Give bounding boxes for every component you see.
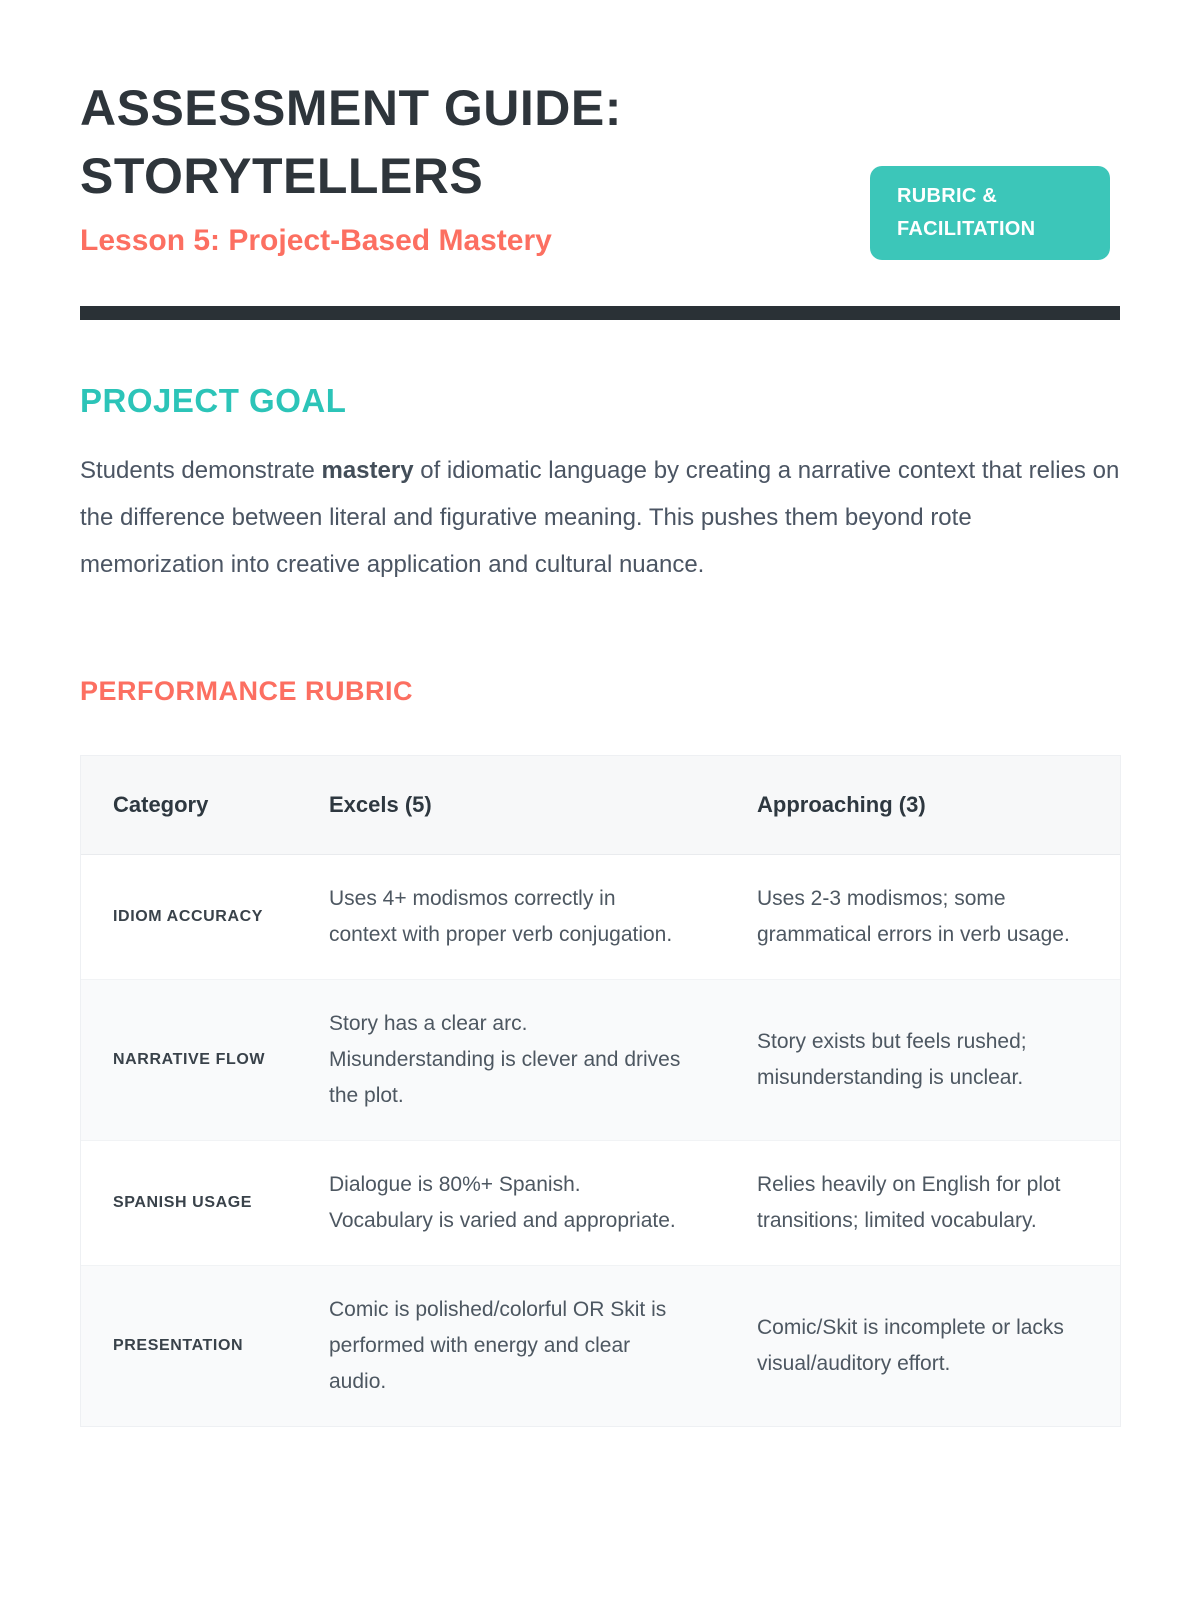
column-header-excels: Excels (5) xyxy=(329,792,432,817)
rubric-row-presentation xyxy=(81,1266,1120,1426)
project-goal-section xyxy=(80,382,1120,588)
rubric-table-header-row xyxy=(81,756,1120,855)
goal-text-after: of idiomatic language by creating a narrative context that relies on the difference between literal and figurative meaning. This pushes them beyond rote memorization into creative application and cultural nuance. xyxy=(80,457,1120,578)
rubric-facilitation-badge xyxy=(870,166,1110,260)
approaching-cell: Story exists but feels rushed; misunderstanding is unclear. xyxy=(757,1030,1027,1089)
section-divider xyxy=(80,306,1120,320)
page-title-line1: ASSESSMENT GUIDE: xyxy=(80,80,622,136)
category-cell: PRESENTATION xyxy=(113,1337,244,1354)
project-goal-heading: PROJECT GOAL xyxy=(80,382,347,419)
page-title xyxy=(80,74,780,210)
column-header-category: Category xyxy=(113,792,209,817)
approaching-cell: Uses 2-3 modismos; some grammatical errors in verb usage. xyxy=(757,887,1070,946)
excels-cell: Comic is polished/colorful OR Skit is performed with energy and clear audio. xyxy=(329,1298,667,1393)
column-header-approaching: Approaching (3) xyxy=(757,792,926,817)
badge-line1: RUBRIC & xyxy=(897,185,998,207)
rubric-row-spanish-usage xyxy=(81,1141,1120,1266)
approaching-cell: Comic/Skit is incomplete or lacks visual/auditory effort. xyxy=(757,1316,1064,1375)
excels-cell: Dialogue is 80%+ Spanish. Vocabulary is varied and appropriate. xyxy=(329,1173,676,1232)
excels-cell: Uses 4+ modismos correctly in context with proper verb conjugation. xyxy=(329,887,673,946)
excels-cell: Story has a clear arc. Misunderstanding is clever and drives the plot. xyxy=(329,1012,681,1107)
approaching-cell: Relies heavily on English for plot transitions; limited vocabulary. xyxy=(757,1173,1061,1232)
performance-rubric-heading: PERFORMANCE RUBRIC xyxy=(80,676,413,706)
header xyxy=(80,0,1120,258)
performance-rubric-section xyxy=(80,676,1120,1427)
rubric-table xyxy=(80,755,1121,1427)
lesson-subtitle: Lesson 5: Project-Based Mastery xyxy=(80,224,552,257)
page-title-line2: STORYTELLERS xyxy=(80,148,484,204)
goal-text-bold: mastery xyxy=(321,457,414,484)
rubric-row-narrative-flow xyxy=(81,980,1120,1141)
category-cell: NARRATIVE FLOW xyxy=(113,1051,266,1068)
category-cell: IDIOM ACCURACY xyxy=(113,908,264,925)
goal-text-before: Students demonstrate xyxy=(80,457,322,484)
category-cell: SPANISH USAGE xyxy=(113,1194,253,1211)
project-goal-text xyxy=(80,447,1120,588)
badge-line2: FACILITATION xyxy=(897,218,1036,240)
rubric-row-idiom-accuracy xyxy=(81,855,1120,980)
